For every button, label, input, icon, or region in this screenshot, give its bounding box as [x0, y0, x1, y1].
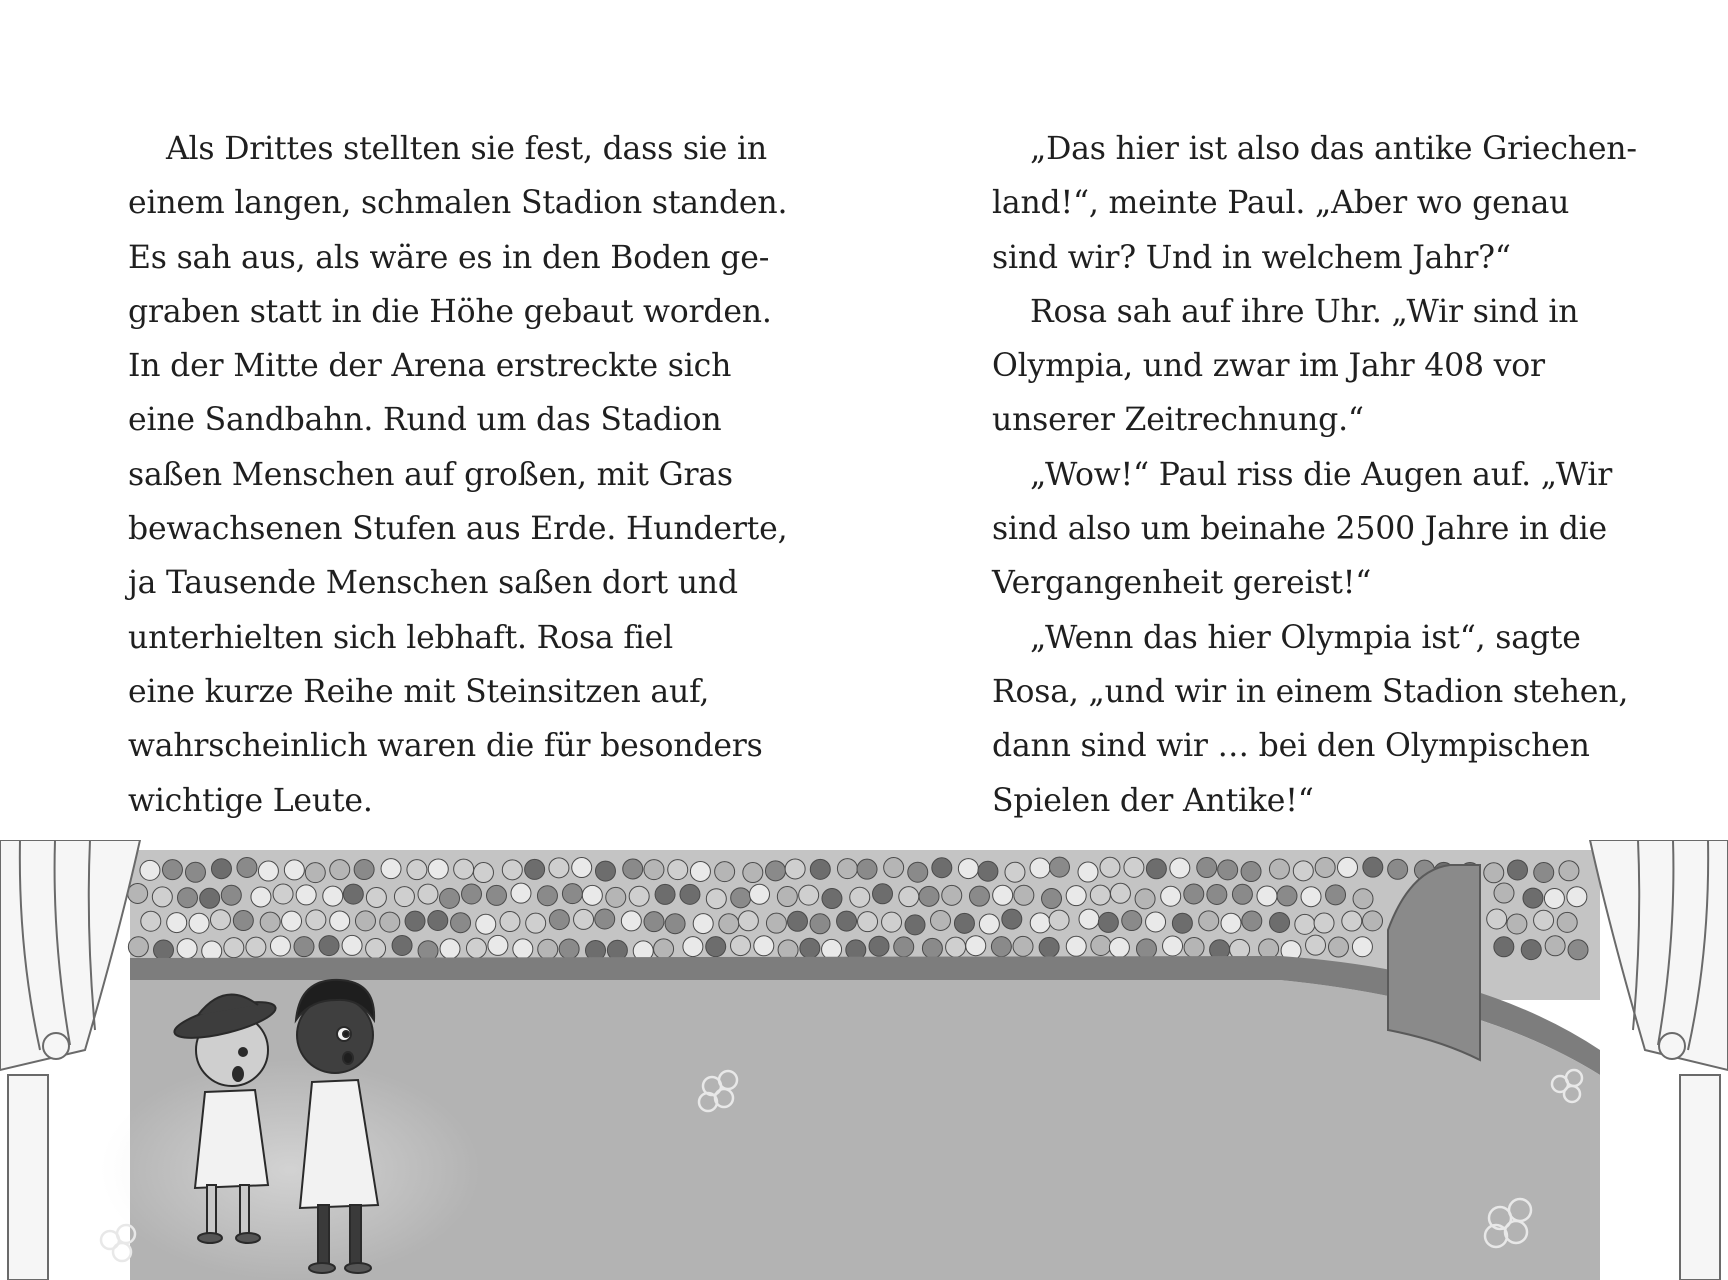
spectator-head — [1078, 862, 1098, 882]
spectator-head — [549, 858, 569, 878]
spectator-head — [787, 911, 807, 931]
spectator-head — [1109, 938, 1129, 958]
spectator-head — [595, 909, 615, 929]
text-line: wahrscheinlich waren die für besonders — [128, 728, 763, 765]
spectator-head — [1534, 862, 1554, 882]
spectator-head — [582, 885, 602, 905]
spectator-head — [526, 913, 546, 933]
spectator-head — [162, 860, 182, 880]
spectator-head — [237, 857, 257, 877]
spectator-head — [629, 886, 649, 906]
spectator-head — [837, 859, 857, 879]
spectator-head — [1135, 889, 1155, 909]
spectator-head — [706, 889, 726, 909]
spectator-head — [574, 909, 594, 929]
spectator-head — [1091, 935, 1111, 955]
spectator-head — [750, 884, 770, 904]
spectator-head — [366, 887, 386, 907]
spectator-head — [330, 911, 350, 931]
spectator-head — [185, 862, 205, 882]
spectator-head — [473, 863, 493, 883]
text-line: dann sind wir … bei den Olympischen — [992, 728, 1590, 765]
spectator-head — [731, 888, 751, 908]
spectator-head — [899, 887, 919, 907]
text-line: Als Drittes stellten sie fest, dass sie in — [166, 131, 767, 167]
spectator-head — [1567, 887, 1587, 907]
spectator-head — [743, 863, 763, 883]
spectator-head — [294, 937, 314, 957]
spectator-head — [1507, 860, 1527, 880]
left-text-column — [128, 122, 788, 828]
spectator-head — [969, 886, 989, 906]
spectator-head — [738, 911, 758, 931]
spectator-head — [837, 911, 857, 931]
spectator-head — [1207, 884, 1227, 904]
text-line: sind wir? Und in welchem Jahr?“ — [992, 239, 1511, 276]
spectator-head — [407, 860, 427, 880]
spectator-head — [966, 936, 986, 956]
spectator-head — [210, 910, 230, 930]
spectator-head — [270, 936, 290, 956]
spectator-head — [978, 861, 998, 881]
text-line: ja Tausende Menschen saßen dort und — [128, 565, 738, 602]
spectator-head — [655, 884, 675, 904]
spectator-head — [1342, 911, 1362, 931]
spectator-head — [1013, 936, 1033, 956]
spectator-head — [1146, 859, 1166, 879]
spectator-head — [850, 887, 870, 907]
spectator-head — [476, 914, 496, 934]
text-line: eine kurze Reihe mit Steinsitzen auf, — [128, 673, 710, 710]
spectator-head — [1315, 857, 1335, 877]
spectator-head — [355, 911, 375, 931]
spectator-head — [623, 859, 643, 879]
spectator-head — [1100, 857, 1120, 877]
spectator-head — [822, 939, 842, 959]
spectator-head — [857, 859, 877, 879]
spectator-head — [343, 884, 363, 904]
spectator-head — [511, 883, 531, 903]
spectator-head — [1184, 884, 1204, 904]
spectator-head — [1039, 937, 1059, 957]
spectator-head — [932, 858, 952, 878]
spectator-head — [1277, 886, 1297, 906]
spectator-head — [258, 861, 278, 881]
spectator-head — [224, 938, 244, 958]
spectator-head — [200, 888, 220, 908]
text-line: „Das hier ist also das antike Griechen- — [1030, 131, 1637, 167]
spectator-head — [354, 860, 374, 880]
spectator-head — [1232, 884, 1252, 904]
spectator-head — [683, 937, 703, 957]
spotlight — [100, 1060, 480, 1280]
spectator-head — [1163, 936, 1183, 956]
spectator-head — [1534, 910, 1554, 930]
spectator-head — [167, 913, 187, 933]
spectator-head — [1314, 913, 1334, 933]
spectator-head — [1161, 886, 1181, 906]
spectator-head — [246, 937, 266, 957]
spectator-head — [1507, 914, 1527, 934]
spectator-head — [1030, 858, 1050, 878]
spectator-head — [1362, 911, 1382, 931]
spectator-head — [1295, 914, 1315, 934]
spectator-head — [680, 884, 700, 904]
text-line: unserer Zeitrechnung.“ — [992, 402, 1364, 439]
text-line: Spielen der Antike!“ — [992, 782, 1314, 819]
spectator-head — [1523, 888, 1543, 908]
spectator-head — [1122, 911, 1142, 931]
spectator-head — [1030, 913, 1050, 933]
spectator-head — [394, 887, 414, 907]
right-curtain — [1590, 840, 1728, 1280]
stadium-illustration — [0, 840, 1728, 1280]
spectator-head — [537, 886, 557, 906]
spectator-head — [919, 886, 939, 906]
spectator-head — [993, 885, 1013, 905]
spectator-head — [1242, 911, 1262, 931]
text-line: einem langen, schmalen Stadion standen. — [128, 185, 788, 222]
spectator-head — [1005, 862, 1025, 882]
spectator-head — [595, 861, 615, 881]
spectator-head — [525, 859, 545, 879]
spectator-head — [128, 883, 148, 903]
spectator-head — [706, 937, 726, 957]
spectator-head — [1353, 889, 1373, 909]
spectator-head — [488, 935, 508, 955]
spectator-head — [418, 884, 438, 904]
spectator-head — [979, 914, 999, 934]
spectator-head — [154, 940, 174, 960]
spectator-head — [405, 911, 425, 931]
spectator-head — [342, 935, 362, 955]
spectator-head — [894, 937, 914, 957]
spectator-head — [1002, 909, 1022, 929]
spectator-head — [810, 859, 830, 879]
spectator-head — [466, 938, 486, 958]
spectator-head — [392, 935, 412, 955]
spectator-head — [440, 888, 460, 908]
spectator-head — [954, 913, 974, 933]
spectator-head — [644, 860, 664, 880]
spectator-head — [777, 887, 797, 907]
spectator-head — [1557, 912, 1577, 932]
spectator-head — [128, 937, 148, 957]
text-line: bewachsenen Stufen aus Erde. Hunderte, — [128, 511, 788, 548]
spectator-head — [1545, 936, 1565, 956]
text-line: sind also um beinahe 2500 Jahre in die — [992, 511, 1608, 548]
spectator-head — [1197, 858, 1217, 878]
spectator-head — [799, 885, 819, 905]
spectator-head — [233, 911, 253, 931]
spectator-head — [366, 939, 386, 959]
spectator-head — [873, 884, 893, 904]
spectator-head — [1337, 857, 1357, 877]
spectator-head — [251, 887, 271, 907]
spectator-head — [1049, 910, 1069, 930]
spectator-head — [942, 885, 962, 905]
spectator-head — [319, 936, 339, 956]
spectator-head — [1014, 885, 1034, 905]
text-line: land!“, meinte Paul. „Aber wo genau — [992, 185, 1570, 222]
spectator-head — [1221, 913, 1241, 933]
spectator-head — [991, 937, 1011, 957]
spectator-head — [754, 936, 774, 956]
spectator-head — [884, 858, 904, 878]
text-line: „Wenn das hier Olympia ist“, sagte — [1030, 619, 1581, 656]
spectator-head — [908, 862, 928, 882]
spectator-head — [428, 911, 448, 931]
spectator-head — [690, 861, 710, 881]
spectator-head — [260, 912, 280, 932]
spectator-head — [905, 915, 925, 935]
spectator-head — [1079, 909, 1099, 929]
spectator-head — [487, 885, 507, 905]
spectator-head — [330, 860, 350, 880]
spectator-head — [1199, 911, 1219, 931]
spectator-head — [572, 858, 592, 878]
spectator-head — [1049, 857, 1069, 877]
spectator-head — [1270, 912, 1290, 932]
spectator-head — [559, 939, 579, 959]
spectator-head — [654, 939, 674, 959]
spectator-head — [1487, 909, 1507, 929]
spectator-head — [810, 914, 830, 934]
text-line: unterhielten sich lebhaft. Rosa fiel — [128, 619, 673, 656]
text-line: wichtige Leute. — [128, 782, 373, 819]
spectator-head — [1559, 861, 1579, 881]
spectator-head — [451, 913, 471, 933]
spectator-head — [141, 911, 161, 931]
spectator-head — [381, 859, 401, 879]
spectator-head — [1110, 883, 1130, 903]
spectator-head — [502, 860, 522, 880]
spectator-head — [1146, 912, 1166, 932]
spectator-head — [306, 910, 326, 930]
spectator-head — [152, 887, 172, 907]
spectator-head — [1124, 857, 1144, 877]
spectator-head — [1363, 857, 1383, 877]
spectator-head — [513, 939, 533, 959]
spectator-head — [1172, 913, 1192, 933]
spectator-head — [858, 912, 878, 932]
spectator-head — [296, 885, 316, 905]
spectator-head — [282, 911, 302, 931]
text-line: Rosa sah auf ihre Uhr. „Wir sind in — [1030, 293, 1579, 330]
spectator-head — [785, 859, 805, 879]
spectator-head — [1352, 937, 1372, 957]
spectator-head — [766, 913, 786, 933]
spectator-head — [380, 912, 400, 932]
spectator-head — [822, 889, 842, 909]
spectator-head — [715, 862, 735, 882]
spectator-head — [1184, 937, 1204, 957]
text-line: saßen Menschen auf großen, mit Gras — [128, 456, 733, 493]
spectator-head — [140, 860, 160, 880]
spectator-head — [1257, 886, 1277, 906]
spectator-head — [323, 886, 343, 906]
spectator-head — [1098, 912, 1118, 932]
spectator-head — [693, 914, 713, 934]
spectator-head — [731, 936, 751, 956]
spectator-head — [1293, 861, 1313, 881]
spectator-head — [500, 912, 520, 932]
spectator-head — [1521, 940, 1541, 960]
spectator-head — [1170, 858, 1190, 878]
spectator-head — [882, 912, 902, 932]
spectator-head — [273, 884, 293, 904]
text-line: In der Mitte der Arena erstreckte sich — [128, 348, 732, 385]
text-line: Rosa, „und wir in einem Stadion stehen, — [992, 673, 1629, 710]
spectator-head — [1544, 888, 1564, 908]
spectator-head — [1484, 863, 1504, 883]
text-line: graben statt in die Höhe gebaut worden. — [128, 293, 772, 330]
spectator-head — [930, 910, 950, 930]
spectator-head — [1259, 939, 1279, 959]
spectator-head — [644, 912, 664, 932]
spectator-head — [1042, 889, 1062, 909]
spectator-head — [178, 888, 198, 908]
spectator-head — [454, 859, 474, 879]
text-line: Olympia, und zwar im Jahr 408 vor — [992, 348, 1545, 385]
right-text-column — [992, 122, 1637, 828]
spectator-head — [562, 884, 582, 904]
spectator-head — [1326, 885, 1346, 905]
spectator-head — [1494, 937, 1514, 957]
spectator-head — [1494, 883, 1514, 903]
spectator-head — [440, 939, 460, 959]
spectator-head — [1136, 939, 1156, 959]
spectator-head — [1301, 887, 1321, 907]
spectator-head — [621, 911, 641, 931]
spectator-head — [869, 936, 889, 956]
text-line: Vergangenheit gereist!“ — [992, 565, 1372, 602]
spectator-head — [1269, 859, 1289, 879]
spectator-head — [1306, 935, 1326, 955]
spectator-head — [665, 914, 685, 934]
spectator-head — [462, 884, 482, 904]
spectator-head — [1328, 937, 1348, 957]
spectator-head — [1241, 862, 1261, 882]
spectator-head — [765, 861, 785, 881]
spectator-head — [221, 885, 241, 905]
spectator-head — [958, 859, 978, 879]
spectator-head — [1090, 885, 1110, 905]
spectator-head — [284, 860, 304, 880]
spectator-head — [538, 939, 558, 959]
spectator-head — [1218, 860, 1238, 880]
text-line: „Wow!“ Paul riss die Augen auf. „Wir — [1030, 456, 1613, 493]
spectator-head — [668, 860, 688, 880]
spectator-head — [946, 937, 966, 957]
spectator-head — [1066, 936, 1086, 956]
spectator-head — [1568, 940, 1588, 960]
spectator-head — [428, 859, 448, 879]
spectator-head — [177, 939, 197, 959]
spectator-head — [606, 887, 626, 907]
spectator-head — [800, 938, 820, 958]
spectator-head — [719, 914, 739, 934]
spectator-head — [1066, 886, 1086, 906]
spectator-head — [1388, 859, 1408, 879]
spectator-head — [305, 863, 325, 883]
text-line: eine Sandbahn. Rund um das Stadion — [128, 402, 722, 439]
spectator-head — [549, 910, 569, 930]
spectator-head — [189, 913, 209, 933]
spectator-head — [211, 859, 231, 879]
text-line: Es sah aus, als wäre es in den Boden ge- — [128, 239, 770, 276]
spectator-head — [922, 938, 942, 958]
